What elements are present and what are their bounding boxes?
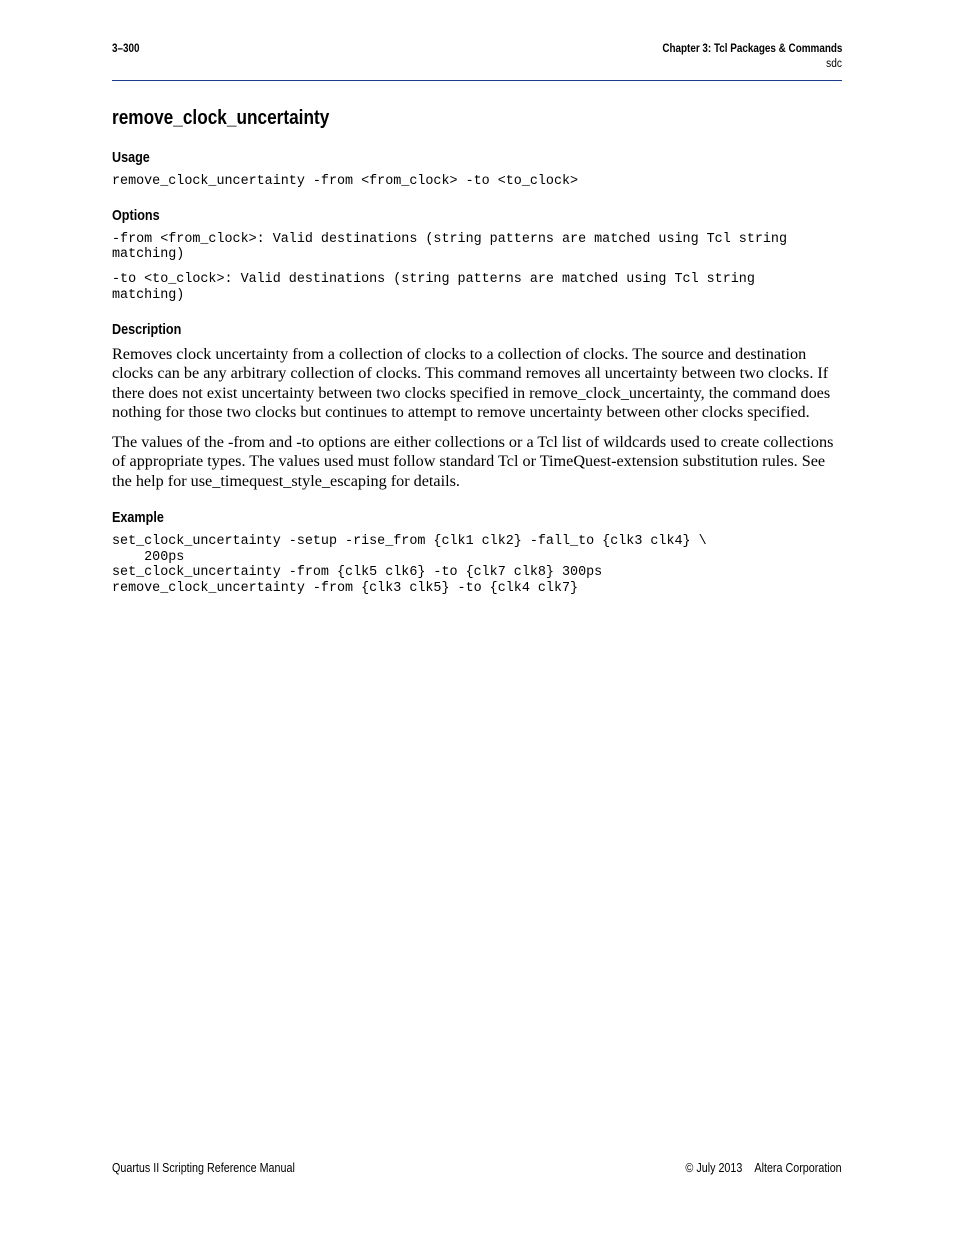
footer-date: © July 2013 bbox=[685, 1161, 743, 1175]
usage-heading: Usage bbox=[112, 149, 150, 166]
option-from: -from <from_clock>: Valid destinations (string patterns are matched using Tcl string matching) bbox=[112, 231, 787, 263]
description-heading: Description bbox=[112, 320, 182, 338]
example-heading: Example bbox=[112, 509, 164, 527]
description-paragraph: The values of the -from and -to options are either collections or a Tcl list of wildcards used to create collections of appropriate types. The values used must follow standard Tcl or TimeQuest-extension substitution rules. See the help for use_timequest_style_escaping for details. bbox=[112, 432, 834, 490]
footer-company: Altera Corporation bbox=[754, 1161, 842, 1175]
description-paragraph: Removes clock uncertainty from a collection of clocks to a collection of clocks. The source and destination clocks can be any arbitrary collection of clocks. This command removes all uncertainty between two clocks. If there does not exist uncertainty between two clocks specified in remove_clock_uncertainty, the command does nothing for those two clocks but continues to attempt to remove uncertainty between other clocks specified. bbox=[112, 344, 831, 422]
section-tag: sdc bbox=[826, 58, 842, 70]
chapter-title: Chapter 3: Tcl Packages & Commands bbox=[661, 43, 842, 55]
page-number: 3–300 bbox=[112, 43, 140, 55]
footer-manual-title: Quartus II Scripting Reference Manual bbox=[112, 1161, 295, 1175]
usage-code: remove_clock_uncertainty -from <from_clock> -to <to_clock> bbox=[112, 174, 579, 189]
example-code: set_clock_uncertainty -setup -rise_from {clk1 clk2} -fall_to {clk3 clk4} \ 200ps set_clock_uncertainty -from {clk5 clk6} -to {clk7 clk8} 300ps remove_clock_uncertainty -from {clk3 clk5} -to {clk4 clk7} bbox=[112, 534, 707, 597]
main-content bbox=[112, 104, 842, 597]
options-heading: Options bbox=[112, 206, 160, 224]
footer-copyright bbox=[686, 1161, 842, 1175]
page-header bbox=[112, 40, 842, 81]
option-to: -to <to_clock>: Valid destinations (string patterns are matched using Tcl string matching) bbox=[112, 272, 755, 303]
command-title: remove_clock_uncertainty bbox=[112, 106, 330, 129]
